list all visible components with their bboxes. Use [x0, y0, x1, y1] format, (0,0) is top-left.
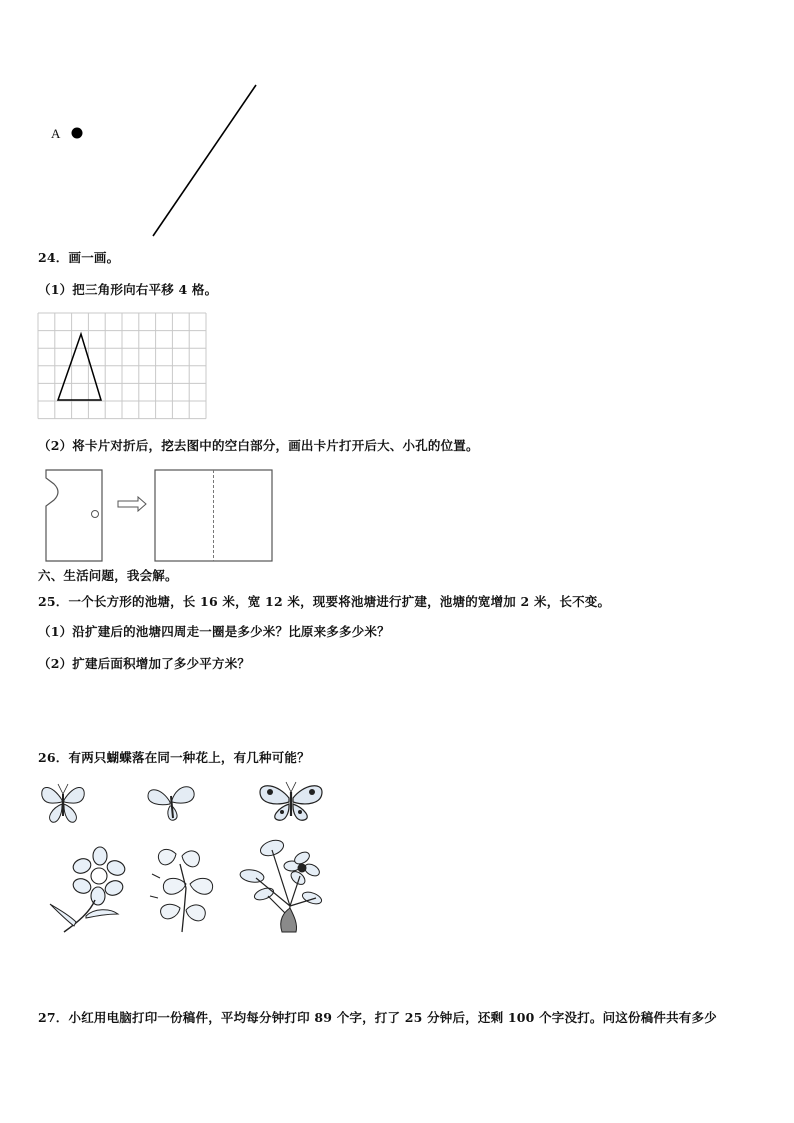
q24-part1: （1）把三角形向右平移 4 格。 [38, 282, 218, 297]
q25-part2: （2）扩建后面积增加了多少平方米？ [38, 656, 251, 671]
triangle [58, 334, 101, 400]
slanted-line [153, 85, 256, 236]
point-a-dot [72, 128, 83, 139]
flower-3-icon [238, 836, 334, 936]
point-a-label: A [51, 126, 61, 141]
q25-title: 25．一个长方形的池塘，长 16 米，宽 12 米，现要将池塘进行扩建，池塘的宽增加 2 米，长不变。 [38, 594, 611, 609]
small-hole [92, 511, 99, 518]
flower-2-icon [146, 844, 226, 936]
butterfly-1-icon [38, 780, 88, 826]
q24-part2: （2）将卡片对折后，挖去图中的空白部分，画出卡片打开后大、小孔的位置。 [38, 438, 479, 453]
arrow-icon [118, 497, 146, 511]
butterfly-3-icon [256, 778, 326, 824]
q25-part1: （1）沿扩建后的池塘四周走一圈是多少米？比原来多多少米？ [38, 624, 390, 639]
butterfly-2-icon [144, 780, 200, 826]
q26-title: 26．有两只蝴蝶落在同一种花上，有几种可能？ [38, 750, 310, 765]
flower-1-icon [40, 848, 130, 938]
q27-title: 27．小红用电脑打印一份稿件，平均每分钟打印 89 个字，打了 25 分钟后，还剩 100 个字没打。问这份稿件共有多少 [38, 1010, 717, 1025]
q24-title: 24．画一画。 [38, 250, 120, 265]
grid-with-triangle [38, 313, 208, 421]
folded-card-figure [40, 466, 280, 566]
top-figure [0, 0, 794, 240]
folded-card [46, 470, 102, 561]
section6-title: 六、生活问题，我会解。 [38, 568, 178, 583]
